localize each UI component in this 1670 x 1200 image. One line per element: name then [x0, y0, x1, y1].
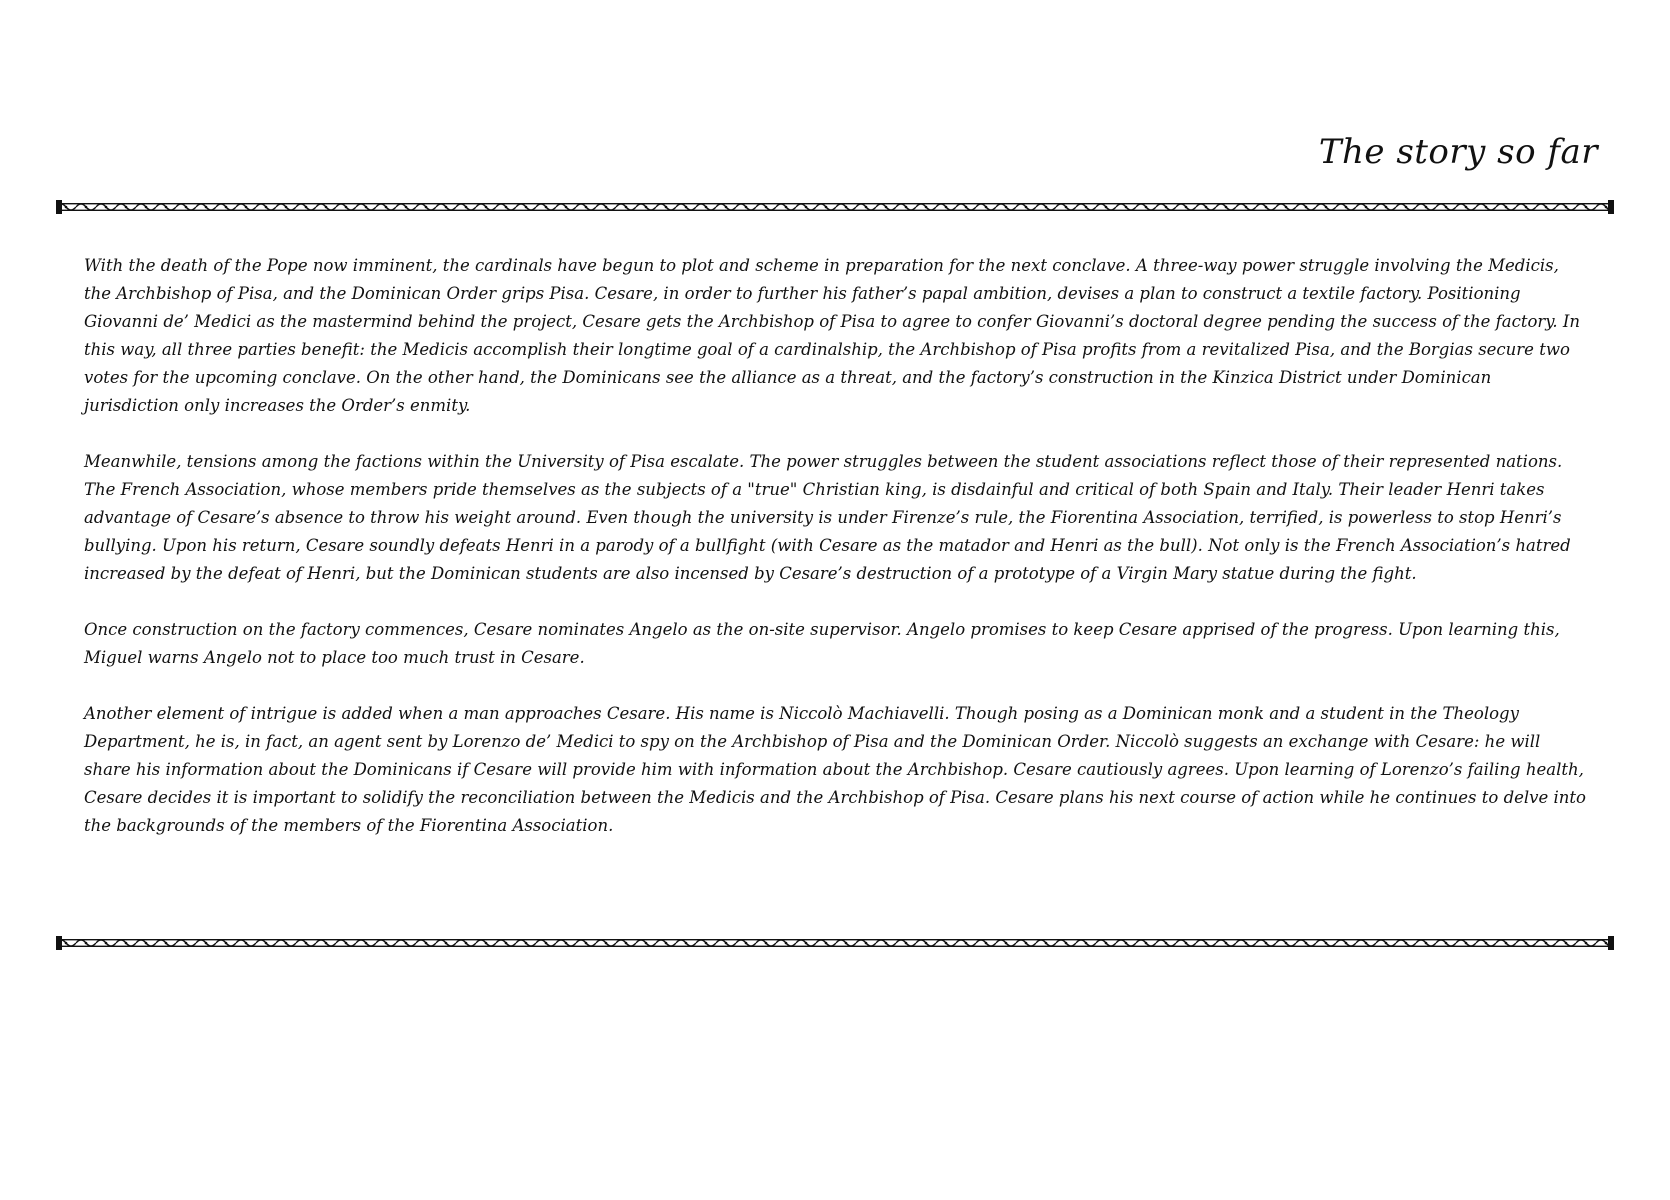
story-paragraph-1: With the death of the Pope now imminent, the cardinals have begun to plot and scheme in preparation for the next conclave. A three-way power struggle involving the Medicis, the Archbishop of Pisa, and the Dominican Order grips Pisa. Cesare, in order to further his father’s papal ambition, devises a plan to construct a textile factory. Positioning Giovanni de’ Medici as the mastermind behind the project, Cesare gets the Archbishop of Pisa to agree to confer Giovanni’s doctoral degree pending the success of the factory. In this way, all three parties benefit: the Medicis accomplish their longtime goal of a cardinalship, the Archbishop of Pisa profits from a revitalized Pisa, and the Borgias secure two votes for the upcoming conclave. On the other hand, the Dominicans see the alliance as a threat, and the factory’s construction in the Kinzica District under Dominican jurisdiction only increases the Order’s enmity. — [84, 256, 1581, 415]
story-summary — [84, 252, 1586, 868]
page-title: The story so far — [1318, 132, 1598, 172]
story-paragraph-3: Once construction on the factory commences, Cesare nominates Angelo as the on-site supervisor. Angelo promises to keep Cesare apprised of the progress. Upon learning this, Miguel warns Angelo not to place too much trust in Cesare. — [84, 620, 1560, 667]
ornamental-divider-top — [56, 200, 1614, 214]
story-paragraph-4: Another element of intrigue is added when a man approaches Cesare. His name is Niccolò Machiavelli. Though posing as a Dominican monk and a student in the Theology Department, he is, in fact, an agent sent by Lorenzo de’ Medici to spy on the Archbishop of Pisa and the Dominican Order. Niccolò suggests an exchange with Cesare: he will share his information about the Dominicans if Cesare will provide him with information about the Archbishop. Cesare cautiously agrees. Upon learning of Lorenzo’s failing health, Cesare decides it is important to solidify the reconciliation between the Medicis and the Archbishop of Pisa. Cesare plans his next course of action while he continues to delve into the backgrounds of the members of the Fiorentina Association. — [84, 704, 1586, 835]
ornamental-divider-bottom — [56, 936, 1614, 950]
story-paragraph-2: Meanwhile, tensions among the factions within the University of Pisa escalate. The power struggles between the student associations reflect those of their represented nations. The French Association, whose members pride themselves as the subjects of a "true" Christian king, is disdainful and critical of both Spain and Italy. Their leader Henri takes advantage of Cesare’s absence to throw his weight around. Even though the university is under Firenze’s rule, the Fiorentina Association, terrified, is powerless to stop Henri’s bullying. Upon his return, Cesare soundly defeats Henri in a parody of a bullfight (with Cesare as the matador and Henri as the bull). Not only is the French Association’s hatred increased by the defeat of Henri, but the Dominican students are also incensed by Cesare’s destruction of a prototype of a Virgin Mary statue during the fight. — [84, 452, 1571, 583]
